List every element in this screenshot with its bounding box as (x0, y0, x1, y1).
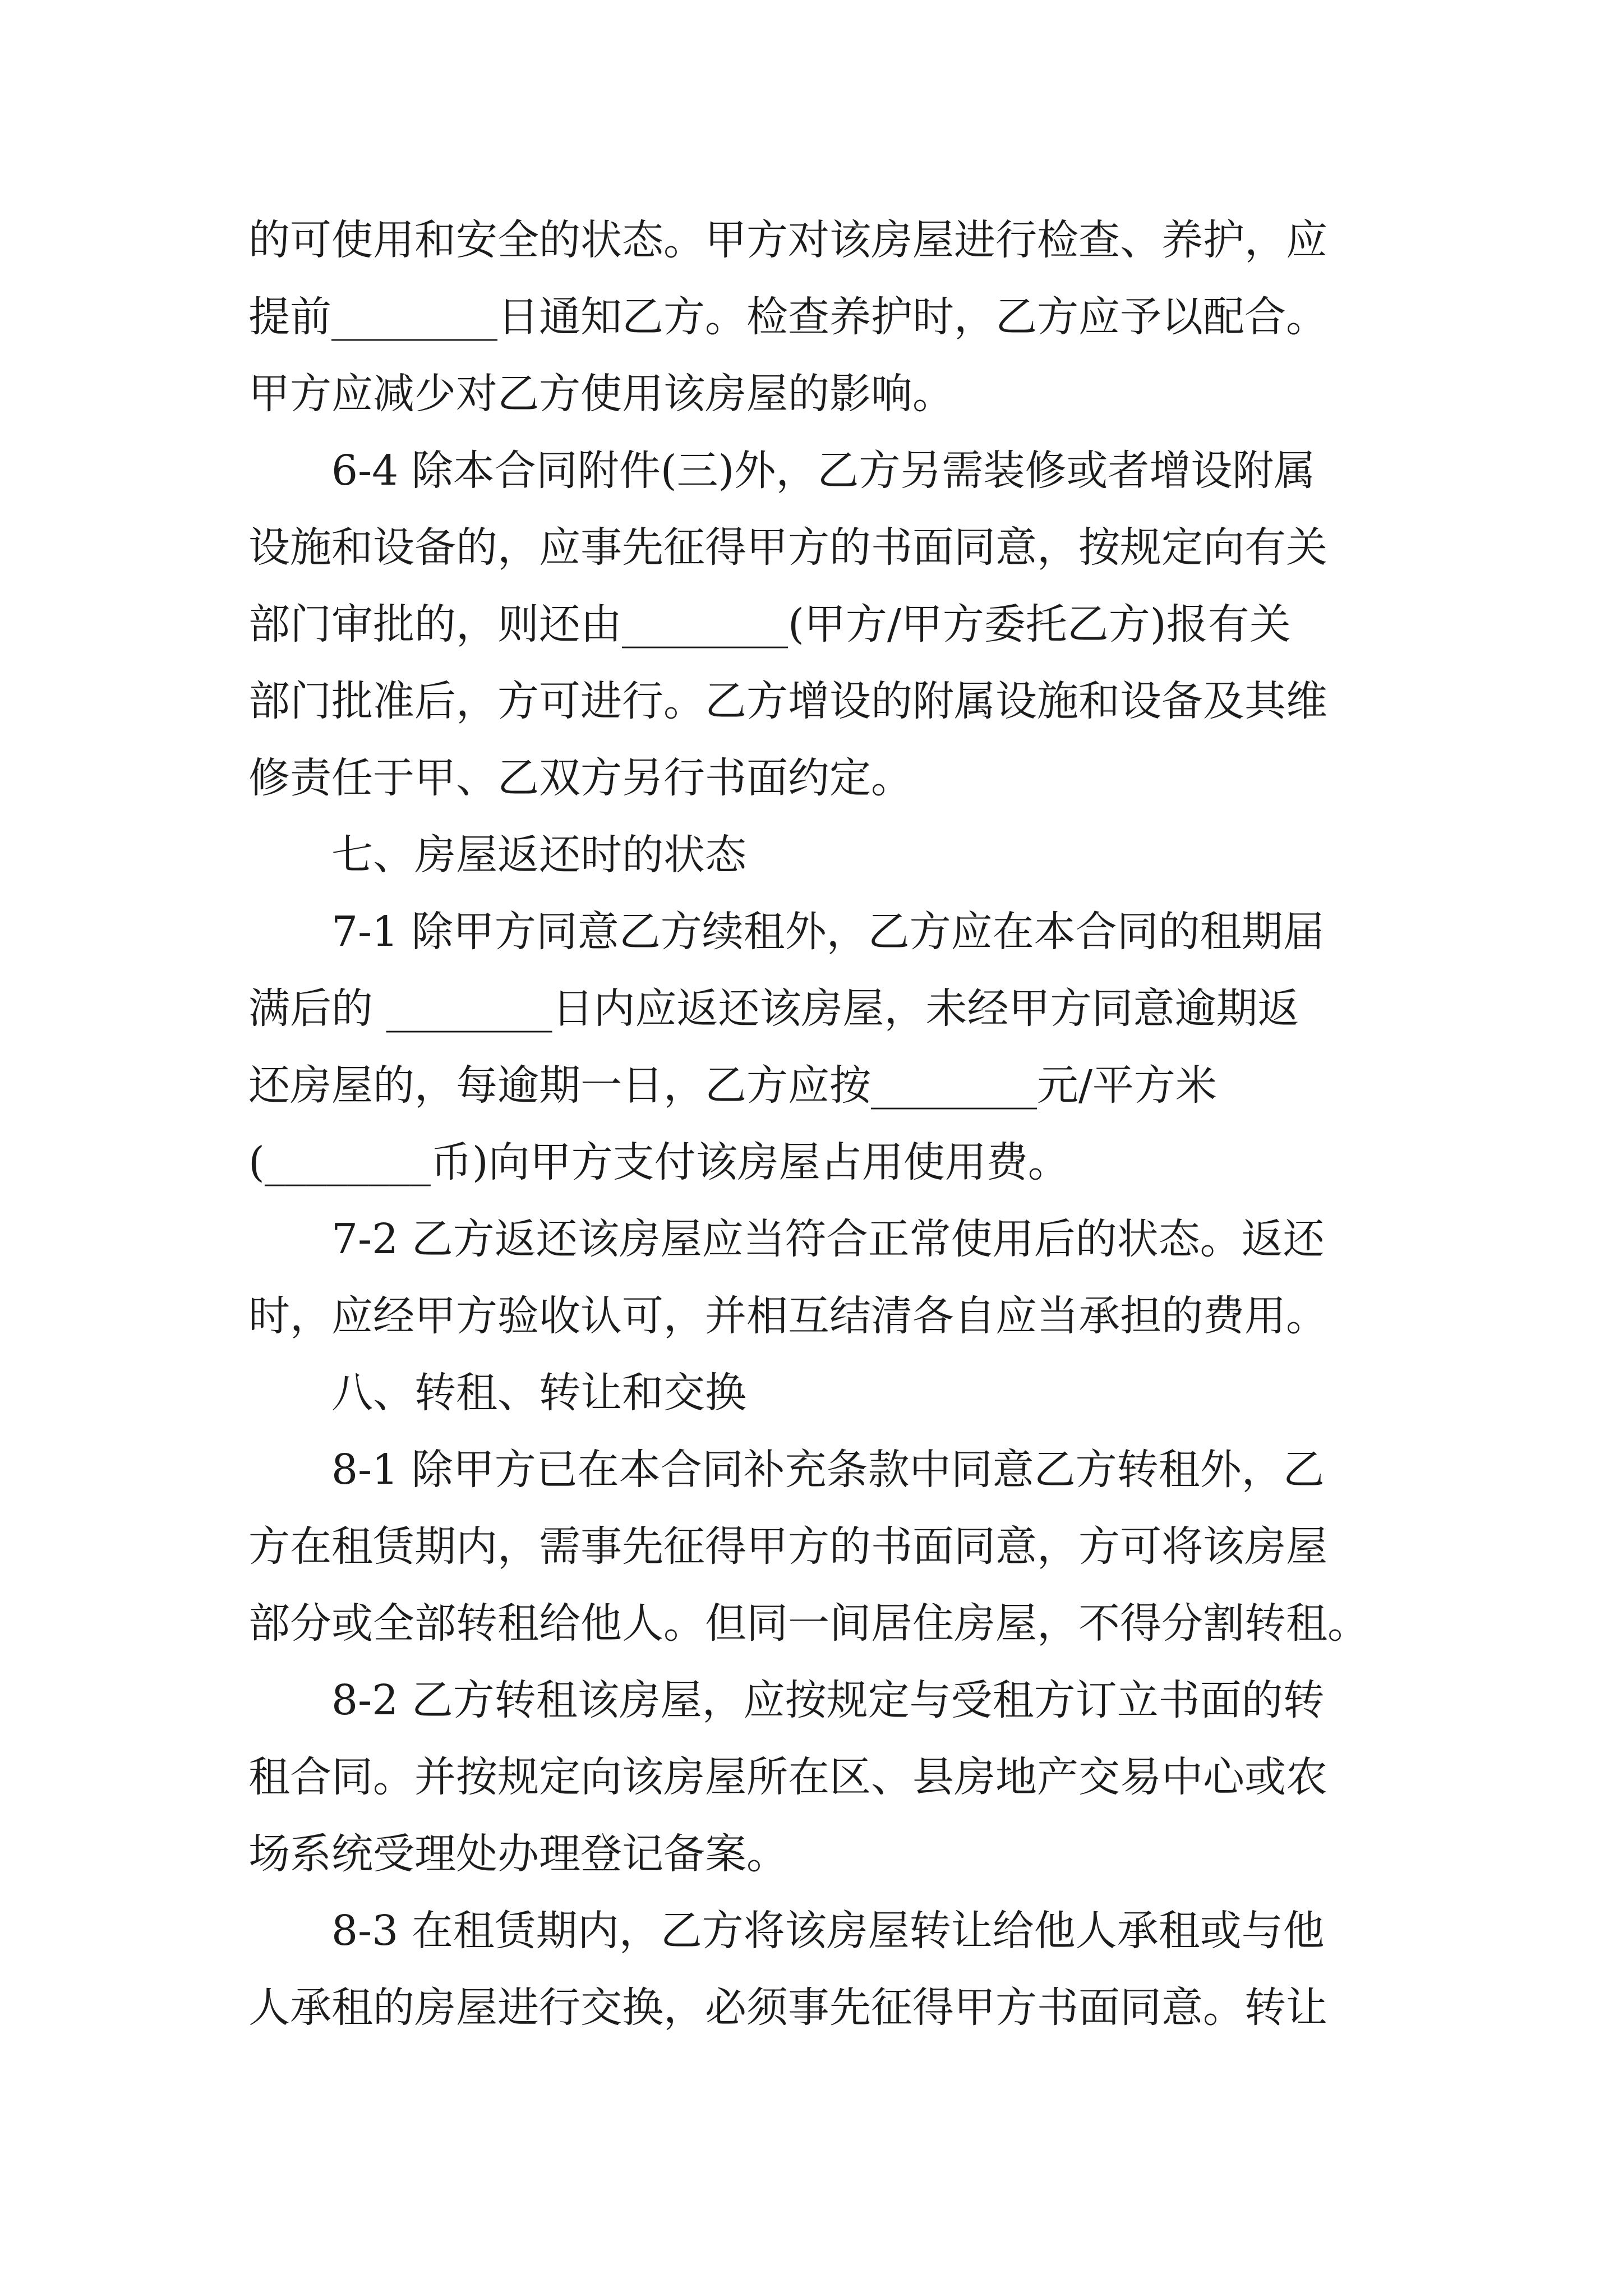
text-line: 满后的 ________日内应返还该房屋，未经甲方同意逾期返 (248, 984, 1299, 1033)
clause-8-3-line: 8-3 在租赁期内，乙方将该房屋转让给他人承租或与他 (248, 1907, 1325, 1955)
text-line: 提前________日通知乙方。检查养护时，乙方应予以配合。 (248, 293, 1327, 341)
clause-8-2-line: 8-2 乙方转租该房屋，应按规定与受租方订立书面的转 (248, 1676, 1325, 1724)
text-line: 租合同。并按规定向该房屋所在区、县房地产交易中心或农 (248, 1753, 1327, 1801)
clause-7-1-line: 7-1 除甲方同意乙方续租外，乙方应在本合同的租期届 (248, 908, 1325, 956)
text-line: 甲方应减少对乙方使用该房屋的影响。 (248, 370, 954, 418)
text-line: 修责任于甲、乙双方另行书面约定。 (248, 754, 912, 802)
text-line: 部门批准后，方可进行。乙方增设的附属设施和设备及其维 (248, 677, 1327, 725)
text-line: 的可使用和安全的状态。甲方对该房屋进行检查、养护，应 (248, 216, 1327, 264)
text-line: (________币)向甲方支付该房屋占用使用费。 (248, 1138, 1069, 1186)
text-line: 场系统受理处办理登记备案。 (248, 1830, 788, 1878)
text-line: 时，应经甲方验收认可，并相互结清各自应当承担的费用。 (248, 1292, 1327, 1340)
text-line: 还房屋的，每逾期一日，乙方应按________元/平方米 (248, 1061, 1217, 1110)
clause-6-4-line: 6-4 除本合同附件(三)外，乙方另需装修或者增设附属 (248, 447, 1316, 495)
text-line: 人承租的房屋进行交换，必须事先征得甲方书面同意。转让 (248, 1984, 1327, 2032)
text-line: 设施和设备的，应事先征得甲方的书面同意，按规定向有关 (248, 523, 1327, 572)
clause-7-2-line: 7-2 乙方返还该房屋应当符合正常使用后的状态。返还 (248, 1215, 1325, 1263)
text-line: 部门审批的，则还由________(甲方/甲方委托乙方)报有关 (248, 600, 1291, 648)
text-line: 部分或全部转租给他人。但同一间居住房屋，不得分割转租。 (248, 1599, 1369, 1648)
contract-text-body (248, 202, 1384, 2046)
section-heading-7: 七、房屋返还时的状态 (248, 831, 746, 879)
clause-8-1-line: 8-1 除甲方已在本合同补充条款中同意乙方转租外，乙 (248, 1446, 1325, 1494)
section-heading-8: 八、转租、转让和交换 (248, 1369, 746, 1417)
text-line: 方在租赁期内，需事先征得甲方的书面同意，方可将该房屋 (248, 1522, 1327, 1571)
